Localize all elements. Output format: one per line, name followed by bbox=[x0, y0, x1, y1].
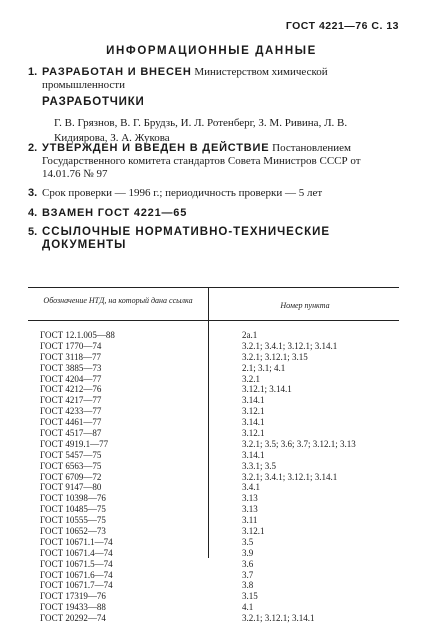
table-row bbox=[40, 406, 400, 417]
table-row bbox=[40, 482, 400, 493]
clause-number: 3.2.1; 3.4.1; 3.12.1; 3.14.1 bbox=[242, 471, 338, 482]
clause-number: 3.2.1 bbox=[242, 373, 260, 384]
developers-heading-block bbox=[28, 96, 397, 109]
clause-number: 3.14.1 bbox=[242, 449, 265, 460]
ntd-designation: ГОСТ 3885—73 bbox=[40, 362, 102, 373]
table-row bbox=[40, 461, 400, 472]
section-text: Постановлением Государственного комитета стандартов Совета Министров СССР от 14.01.76 № 97 bbox=[42, 142, 361, 180]
ntd-designation: ГОСТ 4204—77 bbox=[40, 373, 102, 384]
clause-number: 3.2.1; 3.12.1; 3.15 bbox=[242, 351, 308, 362]
table-top-rule bbox=[28, 287, 399, 288]
table-row bbox=[40, 363, 400, 374]
clause-number: 3.6 bbox=[242, 558, 254, 569]
clause-number: 3.8 bbox=[242, 580, 254, 591]
section-2 bbox=[28, 142, 397, 181]
section-1 bbox=[28, 66, 397, 92]
ntd-designation: ГОСТ 3118—77 bbox=[40, 351, 102, 362]
table-row bbox=[40, 450, 400, 461]
section-heading: РАЗРАБОТАН И ВНЕСЕН bbox=[42, 66, 192, 78]
table-row bbox=[40, 352, 400, 363]
ntd-designation: ГОСТ 6563—75 bbox=[40, 460, 102, 471]
table-row bbox=[40, 374, 400, 385]
clause-number: 3.4.1 bbox=[242, 482, 260, 493]
section-number: 3. bbox=[28, 187, 38, 199]
ntd-designation: ГОСТ 10671.6—74 bbox=[40, 569, 113, 580]
table-row bbox=[40, 515, 400, 526]
clause-number: 3.12.1; 3.14.1 bbox=[242, 384, 292, 395]
section-heading: ССЫЛОЧНЫЕ НОРМАТИВНО-ТЕХНИЧЕСКИЕ ДОКУМЕНТЫ bbox=[42, 226, 331, 251]
table-row bbox=[40, 570, 400, 581]
table-row bbox=[40, 602, 400, 613]
ntd-designation: ГОСТ 12.1.005—88 bbox=[40, 330, 115, 340]
section-text: Министерством химической промышленности bbox=[42, 66, 328, 91]
table-row bbox=[40, 330, 400, 341]
table-row bbox=[40, 417, 400, 428]
table-row bbox=[40, 395, 400, 406]
clause-number: 3.2.1; 3.5; 3.6; 3.7; 3.12.1; 3.13 bbox=[242, 438, 356, 449]
section-number: 4. bbox=[28, 207, 38, 219]
table-row bbox=[40, 472, 400, 483]
ntd-designation: ГОСТ 20292—74 bbox=[40, 613, 106, 624]
clause-number: 2а.1 bbox=[242, 330, 258, 340]
clause-number: 4.1 bbox=[242, 602, 254, 613]
clause-number: 3.13 bbox=[242, 504, 258, 515]
table-row bbox=[40, 580, 400, 591]
clause-number: 3.9 bbox=[242, 547, 254, 558]
table-row bbox=[40, 504, 400, 515]
table-row bbox=[40, 526, 400, 537]
table-row bbox=[40, 559, 400, 570]
ntd-designation: ГОСТ 10671.7—74 bbox=[40, 580, 113, 591]
clause-number: 3.2.1; 3.4.1; 3.12.1; 3.14.1 bbox=[242, 340, 338, 351]
clause-number: 3.12.1 bbox=[242, 406, 265, 417]
section-number: 1. bbox=[28, 66, 38, 78]
table-header-clause: Номер пункта bbox=[280, 301, 330, 310]
ntd-designation: ГОСТ 9147—80 bbox=[40, 482, 102, 493]
clause-number: 3.3.1; 3.5 bbox=[242, 460, 277, 471]
ntd-designation: ГОСТ 4233—77 bbox=[40, 406, 102, 417]
table-row bbox=[40, 384, 400, 395]
clause-number: 2.1; 3.1; 4.1 bbox=[242, 362, 286, 373]
table-row bbox=[40, 591, 400, 602]
table-body bbox=[40, 330, 400, 624]
ntd-designation: ГОСТ 10671.5—74 bbox=[40, 558, 113, 569]
table-row bbox=[40, 341, 400, 352]
table-row bbox=[40, 537, 400, 548]
clause-number: 3.14.1 bbox=[242, 395, 265, 406]
clause-number: 3.5 bbox=[242, 536, 254, 547]
section-5 bbox=[28, 226, 397, 252]
ntd-designation: ГОСТ 4217—77 bbox=[40, 395, 102, 406]
ntd-designation: ГОСТ 4517—87 bbox=[40, 428, 102, 439]
ntd-designation: ГОСТ 5457—75 bbox=[40, 449, 102, 460]
developers-list: Г. В. Грязнов, В. Г. Брудзь, И. Л. Ротенберг, З. М. Ривина, Л. В. Кидиярова, З. А. Жукова bbox=[54, 117, 348, 144]
ntd-designation: ГОСТ 10398—76 bbox=[40, 493, 106, 504]
clause-number: 3.2.1; 3.12.1; 3.14.1 bbox=[242, 613, 315, 624]
ntd-designation: ГОСТ 6709—72 bbox=[40, 471, 102, 482]
ntd-designation: ГОСТ 4212—76 bbox=[40, 384, 102, 395]
ntd-designation: ГОСТ 17319—76 bbox=[40, 591, 106, 602]
table-row bbox=[40, 428, 400, 439]
ntd-designation: ГОСТ 10671.1—74 bbox=[40, 536, 113, 547]
table-row bbox=[40, 439, 400, 450]
clause-number: 3.7 bbox=[242, 569, 254, 580]
clause-number: 3.12.1 bbox=[242, 428, 265, 439]
section-heading: УТВЕРЖДЕН И ВВЕДЕН В ДЕЙСТВИЕ bbox=[42, 142, 270, 154]
table-row bbox=[40, 548, 400, 559]
ntd-designation: ГОСТ 10652—73 bbox=[40, 526, 106, 537]
ntd-designation: ГОСТ 4461—77 bbox=[40, 417, 102, 428]
developers-heading: РАЗРАБОТЧИКИ bbox=[42, 96, 145, 108]
table-row bbox=[40, 613, 400, 624]
ntd-designation: ГОСТ 1770—74 bbox=[40, 340, 102, 351]
section-number: 2. bbox=[28, 142, 38, 154]
section-number: 5. bbox=[28, 226, 38, 238]
ntd-designation: ГОСТ 4919.1—77 bbox=[40, 438, 109, 449]
section-3 bbox=[28, 187, 397, 200]
ntd-designation: ГОСТ 10555—75 bbox=[40, 515, 106, 526]
ntd-designation: ГОСТ 10671.4—74 bbox=[40, 547, 113, 558]
table-row bbox=[40, 493, 400, 504]
clause-number: 3.14.1 bbox=[242, 417, 265, 428]
page-header-reference: ГОСТ 4221—76 С. 13 bbox=[285, 20, 399, 32]
clause-number: 3.13 bbox=[242, 493, 258, 504]
clause-number: 3.11 bbox=[242, 515, 258, 526]
section-4 bbox=[28, 207, 397, 220]
ntd-designation: ГОСТ 10485—75 bbox=[40, 504, 106, 515]
document-title: ИНФОРМАЦИОННЫЕ ДАННЫЕ bbox=[106, 45, 317, 57]
ntd-designation: ГОСТ 19433—88 bbox=[40, 602, 106, 613]
section-heading: ВЗАМЕН ГОСТ 4221—65 bbox=[42, 207, 188, 219]
clause-number: 3.12.1 bbox=[242, 526, 265, 537]
table-header-rule bbox=[28, 320, 399, 321]
section-text: Срок проверки — 1996 г.; периодичность проверки — 5 лет bbox=[42, 187, 323, 199]
clause-number: 3.15 bbox=[242, 591, 258, 602]
table-header-designation: Обозначение НТД, на который дана ссылка bbox=[43, 296, 193, 305]
